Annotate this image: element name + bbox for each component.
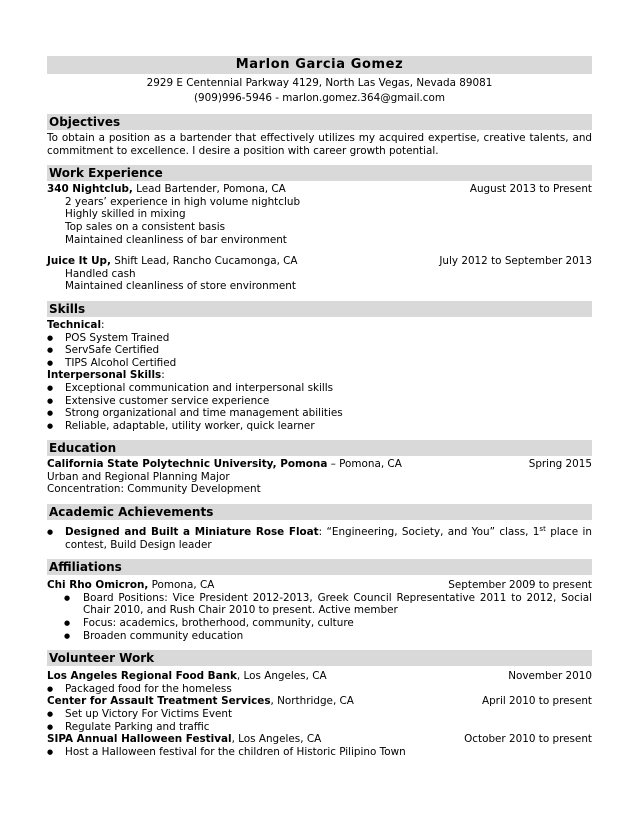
volunteer-date: October 2010 to present — [464, 733, 592, 746]
volunteer-header — [47, 670, 592, 683]
affiliation-item: ● Broaden community education — [47, 630, 592, 643]
job-duty: Handled cash — [65, 267, 136, 280]
technical-label-text: Technical — [47, 318, 102, 331]
objectives-text: To obtain a position as a bartender that effectively utilizes my acquired expertise, creative talents, and commitment to excellence. I desire a position with career growth potential. — [47, 132, 592, 157]
interpersonal-label-text: Interpersonal Skills — [47, 369, 162, 382]
achievement-text-a: : “Engineering, Society, and You” class, 1 — [318, 526, 540, 539]
job-detail: Lead Bartender, Pomona, CA — [132, 183, 286, 196]
interpersonal-skills-label: Interpersonal Skills: — [47, 369, 165, 382]
volunteer-date: April 2010 to present — [481, 695, 592, 708]
job-header — [47, 183, 592, 196]
technical-skills-label: Technical: — [47, 318, 105, 331]
affiliation-item: ● Focus: academics, brotherhood, community, culture — [47, 617, 592, 630]
volunteer-org: Center for Assault Treatment Services — [47, 695, 271, 708]
job-dates: August 2013 to Present — [469, 183, 592, 196]
job-detail: Shift Lead, Rancho Cucamonga, CA — [110, 255, 298, 268]
skill-item: ● POS System Trained — [47, 332, 592, 345]
job-entry — [47, 183, 592, 246]
contact-block — [47, 76, 592, 106]
education-major: Urban and Regional Planning Major — [47, 470, 230, 483]
job-duty: Top sales on a consistent basis — [65, 220, 226, 233]
skill-item: ● Reliable, adaptable, utility worker, quick learner — [47, 420, 592, 433]
job-header — [47, 255, 592, 268]
section-work-heading: Work Experience — [47, 165, 592, 181]
volunteer-header — [47, 733, 592, 746]
volunteer-header — [47, 695, 592, 708]
achievement-item — [47, 526, 592, 551]
job-duty: Maintained cleanliness of store environment — [65, 280, 296, 293]
volunteer-location: , Los Angeles, CA — [231, 733, 322, 746]
achievement-title: Designed and Built a Miniature Rose Float — [65, 526, 319, 539]
affiliation-location: Pomona, CA — [148, 579, 215, 592]
school-name: California State Polytechnic University, Pomona — [47, 458, 328, 471]
resume-page — [47, 56, 592, 758]
volunteer-item: ● Host a Halloween festival for the children of Historic Pilipino Town — [47, 746, 592, 759]
volunteer-org: SIPA Annual Halloween Festival — [47, 733, 232, 746]
section-volunteer-heading: Volunteer Work — [47, 650, 592, 666]
volunteer-org: Los Angeles Regional Food Bank — [47, 670, 237, 683]
school-location: – Pomona, CA — [327, 458, 402, 471]
affiliation-dates: September 2009 to present — [448, 579, 592, 592]
job-dates: July 2012 to September 2013 — [439, 255, 592, 268]
affiliation-header — [47, 579, 592, 592]
volunteer-location: , Northridge, CA — [270, 695, 354, 708]
resume-name: Marlon Garcia Gomez — [47, 56, 592, 74]
volunteer-item: ● Packaged food for the homeless — [47, 683, 592, 696]
skill-item: ● Strong organizational and time management abilities — [47, 407, 592, 420]
job-employer: Juice It Up, — [47, 255, 111, 268]
section-objectives-heading: Objectives — [47, 114, 592, 130]
section-skills-heading: Skills — [47, 301, 592, 317]
volunteer-date: November 2010 — [508, 670, 592, 683]
volunteer-item: ● Set up Victory For Victims Event — [47, 708, 592, 721]
section-academic-heading: Academic Achievements — [47, 504, 592, 520]
achievement-text-b: place in contest, Build Design leader — [65, 526, 592, 551]
affiliation-org: Chi Rho Omicron, — [47, 579, 149, 592]
affiliation-item: ● Board Positions: Vice President 2012-2013, Greek Council Representative 2011 to 2012, Social Chair 2010, and Rush Chair 2010 to present. Active member — [47, 592, 592, 617]
achievement-sup: st — [539, 525, 546, 534]
job-employer: 340 Nightclub, — [47, 183, 133, 196]
job-duty: 2 years’ experience in high volume nightclub — [65, 195, 301, 208]
education-date: Spring 2015 — [528, 458, 592, 471]
job-entry — [47, 255, 592, 293]
volunteer-item: ● Regulate Parking and traffic — [47, 721, 592, 734]
section-education-heading: Education — [47, 440, 592, 456]
volunteer-location: , Los Angeles, CA — [236, 670, 327, 683]
skill-item: ● Extensive customer service experience — [47, 395, 592, 408]
section-affiliations-heading: Affiliations — [47, 559, 592, 575]
education-concentration: Concentration: Community Development — [47, 483, 261, 496]
job-duty: Maintained cleanliness of bar environment — [65, 233, 287, 246]
job-duty: Highly skilled in mixing — [65, 208, 186, 221]
address-line: 2929 E Centennial Parkway 4129, North Las Vegas, Nevada 89081 — [146, 77, 493, 89]
skill-item: ● Exceptional communication and interpersonal skills — [47, 382, 592, 395]
skill-item: ● ServSafe Certified — [47, 344, 592, 357]
phone-email-line: (909)996-5946 - marlon.gomez.364@gmail.com — [193, 92, 445, 104]
education-header — [47, 458, 592, 471]
skill-item: ● TIPS Alcohol Certified — [47, 357, 592, 370]
